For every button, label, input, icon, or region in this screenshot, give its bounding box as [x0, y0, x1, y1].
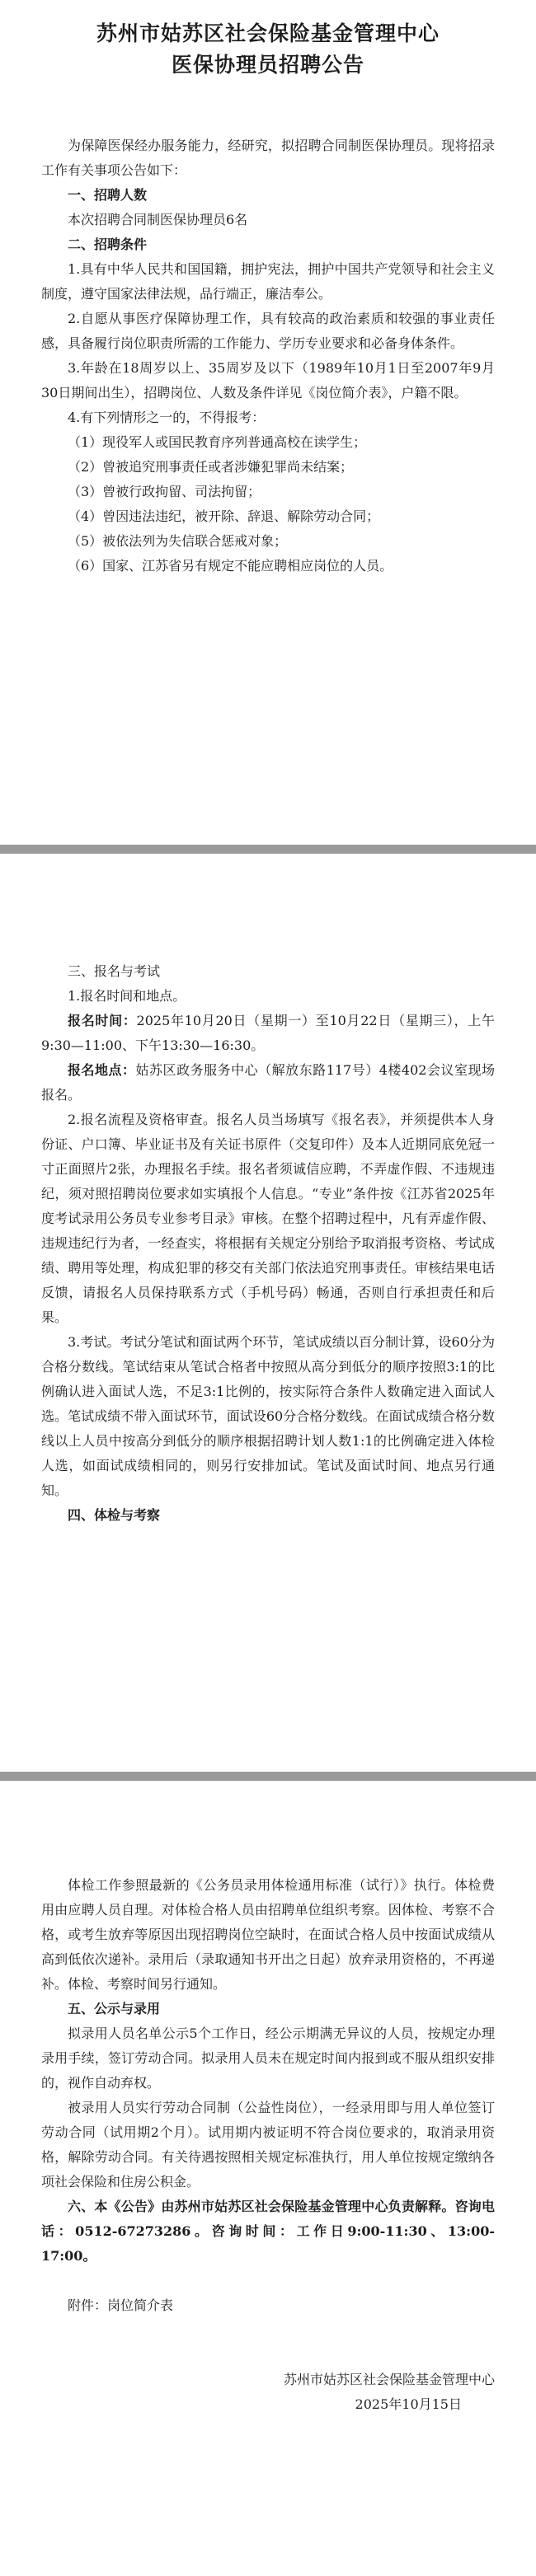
page-separator-2: [0, 1772, 536, 1781]
section-6-explanation: 六、本《公告》由苏州市姑苏区社会保险基金管理中心负责解释。咨询电话：0512-67273286。咨询时间：工作日9:00-11:30、13:00-17:00。: [41, 2199, 495, 2264]
exclusion-3: （3）曾被行政拘留、司法拘留；: [68, 484, 261, 499]
registration-time: [41, 1009, 495, 1058]
registration-place: [41, 1058, 495, 1108]
issue-date: 2025年10月15日: [355, 2396, 462, 2412]
registration-time-label: 报名时间：: [68, 1013, 137, 1028]
section-4-heading: 四、体检与考察: [68, 1507, 161, 1523]
exclusion-5: （5）被依法列为失信联合惩戒对象；: [68, 533, 288, 549]
page-2: [0, 854, 536, 1772]
physical-exam-paragraph: 体检工作参照最新的《公务员录用体检通用标准（试行）》执行。体检费用由应聘人员自理。对体检合格人员由招聘单位组织考察。因体检、考察不合格，或考生放弃等原因出现招聘岗位空缺时，在面试合格人员中按面试成绩从高到低依次递补。录用后（录取通知书开出之日起）放弃录用资格的，不再递补。体检、考察时间另行通知。: [41, 1877, 495, 1992]
registration-place-label: 报名地点：: [68, 1062, 136, 1078]
condition-3: 3.年龄在18周岁以上、35周岁及以下（1989年10月1日至2007年9月30日期间出生），招聘岗位、人数及条件详见《岗位简介表》，户籍不限。: [41, 360, 495, 400]
registration-place-text: 姑苏区政务服务中心（解放东路117号）4楼402会议室现场报名。: [41, 1062, 495, 1103]
exclusion-6: （6）国家、江苏省另有规定不能应聘相应岗位的人员。: [68, 558, 393, 574]
exclusion-4: （4）曾因违法违纪，被开除、辞退、解除劳动合同；: [68, 508, 380, 524]
intro-paragraph: 为保障医保经办服务能力，经研究，拟招聘合同制医保协理员。现将招录工作有关事项公告如下：: [41, 138, 495, 178]
section-2-heading: 二、招聘条件: [68, 237, 148, 252]
signature: 苏州市姑苏区社会保险基金管理中心: [283, 2372, 495, 2387]
page-separator-1: [0, 845, 536, 854]
employment-paragraph: 被录用人员实行劳动合同制（公益性岗位），一经录用即与用人单位签订劳动合同（试用期2个月）。试用期内被证明不符合岗位要求的，取消录用资格，解除劳动合同。有关待遇按照相关规定标准执行，用人单位按规定缴纳各项社会保险和住房公积金。: [41, 2100, 495, 2190]
attachment-note: 附件：岗位简介表: [68, 2297, 174, 2313]
title-line-2: 医保协理员招聘公告: [171, 53, 364, 77]
publicity-paragraph: 拟录用人员名单公示5个工作日，经公示期满无异议的人员，按规定办理录用手续，签订劳动合同。拟录用人员未在规定时间内报到或不服从组织安排的，视作自动弃权。: [41, 2026, 495, 2091]
section-5-heading: 五、公示与录用: [68, 2001, 161, 2016]
condition-2: 2.自愿从事医疗保障协理工作，具有较高的政治素质和较强的事业责任感，具备履行岗位职责所需的工作能力、学历专业要求和必备身体条件。: [41, 311, 495, 351]
registration-process: 2.报名流程及资格审查。报名人员当场填写《报名表》，并须提供本人身份证、户口簿、毕业证书及有关证书原件（交复印件）及本人近期同底免冠一寸正面照片2张，办理报名手续。报名者须诚信应聘，不弄虚作假、不违规违纪，须对照招聘岗位要求如实填报个人信息。“专业”条件按《江苏省2025年度考试录用公务员专业参考目录》审核。在整个招聘过程中，凡有弄虚作假、违规违纪行为者，一经查实，将根据有关规定分别给予取消报考资格、考试成绩、聘用等处理，构成犯罪的移交有关部门依法追究刑事责任。审核结果电话反馈，请报名人员保持联系方式（手机号码）畅通，否则自行承担责任和后果。: [41, 1112, 495, 1325]
condition-1: 1.具有中华人民共和国国籍，拥护宪法，拥护中国共产党领导和社会主义制度，遵守国家法律法规，品行端正，廉洁奉公。: [41, 261, 495, 302]
condition-4: 4.有下列情形之一的，不得报考：: [68, 410, 266, 425]
exam-paragraph: 3.考试。考试分笔试和面试两个环节，笔试成绩以百分制计算，设60分为合格分数线。笔试结束从笔试合格者中按照从高分到低分的顺序按照3:1的比例确认进入面试人选，不足3:1比例的，按实际符合条件人数确定进入面试人选。笔试成绩不带入面试环节，面试设60分合格分数线。在面试成绩合格分数线以上人员中按高分到低分的顺序根据招聘计划人数1:1的比例确定进入体检人选，如面试成绩相同的，则另行安排加试。笔试及面试时间、地点另行通知。: [41, 1334, 495, 1498]
page-3: [0, 1781, 536, 2576]
section-1-heading: 一、招聘人数: [68, 187, 148, 203]
registration-intro: 1.报名时间和地点。: [68, 988, 186, 1004]
exclusion-2: （2）曾被追究刑事责任或者涉嫌犯罪尚未结案；: [68, 459, 354, 475]
section-3-heading: 三、报名与考试: [68, 963, 161, 979]
section-1-body: 本次招聘合同制医保协理员6名: [68, 212, 248, 227]
title-line-1: 苏州市姑苏区社会保险基金管理中心: [96, 21, 440, 45]
registration-time-text: 2025年10月20日（星期一）至10月22日（星期三），上午9:30—11:00、下午13:30—16:30。: [41, 1013, 495, 1053]
page-1: [0, 0, 536, 845]
exclusion-1: （1）现役军人或国民教育序列普通高校在读学生；: [68, 434, 367, 450]
